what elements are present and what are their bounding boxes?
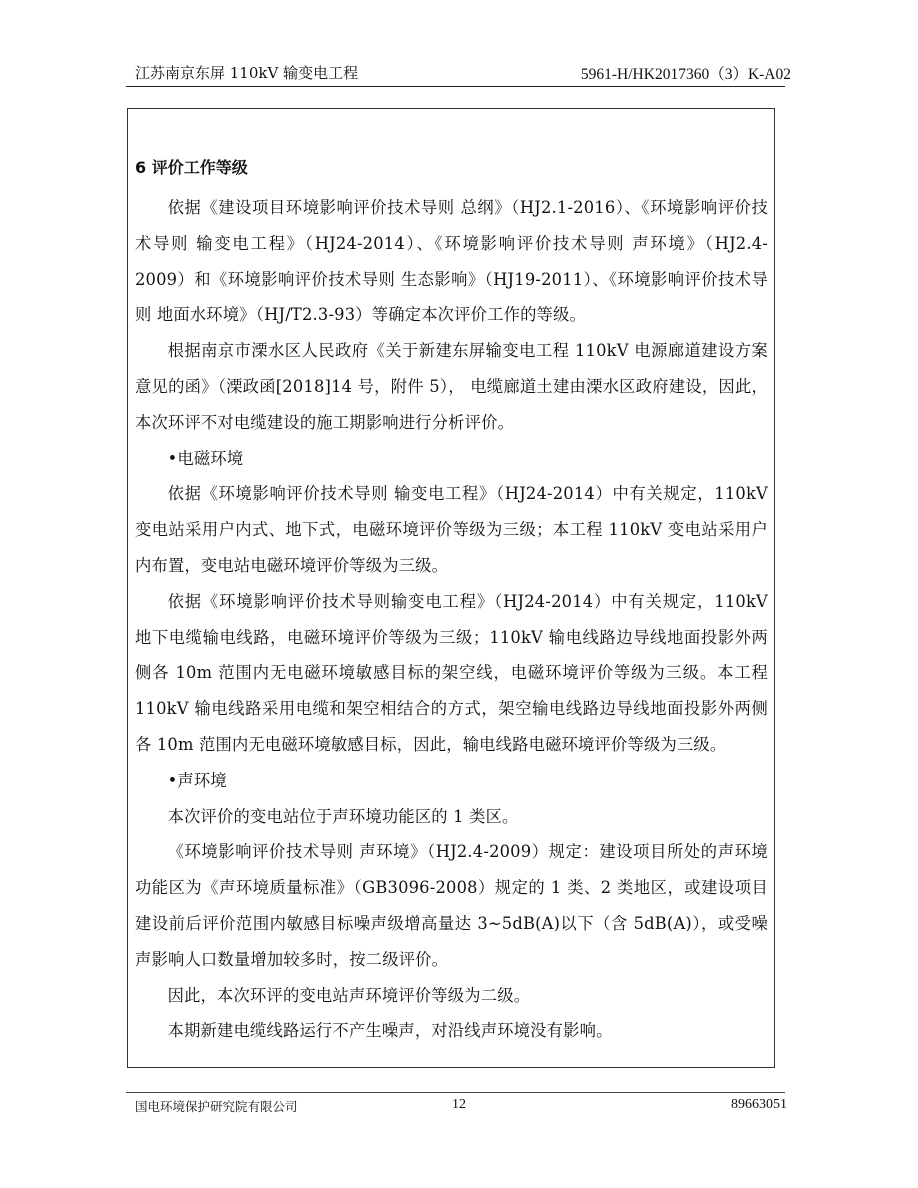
paragraph-cable-noise: 本期新建电缆线路运行不产生噪声，对沿线声环境没有影响。 xyxy=(167,1021,613,1041)
page-header xyxy=(135,62,791,84)
paragraph-cable-corridor: 根据南京市溧水区人民政府《关于新建东屏输变电工程 110kV 电源廊道建设方案意见的函》（溧政函[2018]14 号，附件 5）， 电缆廊道土建由溧水区政府建设，因此，本次环评不对电缆建设的施工期影响进行分析评价。 xyxy=(135,341,768,432)
page-number: 12 xyxy=(452,1097,466,1112)
footer-divider xyxy=(126,1092,785,1093)
paragraph-basis: 依据《建设项目环境影响评价技术导则 总纲》（HJ2.1-2016）、《环境影响评价技术导则 输变电工程》（HJ24-2014）、《环境影响评价技术导则 声环境》（HJ2.4-2009）和《环境影响评价技术导则 生态影响》（HJ19-2011）、《环境影响评价技术导则 地面水环境》（HJ/T2.3-93）等确定本次评价工作的等级。 xyxy=(135,198,768,325)
section-content xyxy=(135,155,768,1049)
paragraph-substation-em: 依据《环境影响评价技术导则 输变电工程》（HJ24-2014）中有关规定，110kV 变电站采用户内式、地下式，电磁环境评价等级为三级；本工程 110kV 变电站采用户内布置，变电站电磁环境评价等级为三级。 xyxy=(135,484,768,575)
header-project-title: 江苏南京东屏 110kV 输变电工程 xyxy=(135,64,359,82)
header-divider xyxy=(126,86,785,87)
paragraph-acoustic-rule: 《环境影响评价技术导则 声环境》（HJ2.4-2009）规定：建设项目所处的声环境功能区为《声环境质量标准》（GB3096-2008）规定的 1 类、2 类地区，或建设项目建设前后评价范围内敏感目标噪声级增高量达 3~5dB(A)以下（含 5dB(A)），或受噪声影响人口数量增加较多时，按二级评价。 xyxy=(135,842,768,969)
footer-code: 89663051 xyxy=(731,1097,787,1112)
header-document-number: 5961-H/HK2017360（3）K-A02 xyxy=(580,66,791,83)
paragraph-acoustic-zone: 本次评价的变电站位于声环境功能区的 1 类区。 xyxy=(167,806,519,826)
section-title: 6 评价工作等级 xyxy=(135,158,248,177)
subheading-electromagnetic: •电磁环境 xyxy=(167,448,244,468)
paragraph-line-em: 依据《环境影响评价技术导则输变电工程》（HJ24-2014）中有关规定，110kV 地下电缆输电线路，电磁环境评价等级为三级；110kV 输电线路边导线地面投影外两侧各 10m 范围内无电磁环境敏感目标的架空线，电磁环境评价等级为三级。本工程 110kV 输电线路采用电缆和架空相结合的方式，架空输电线路边导线地面投影外两侧各 10m 范围内无电磁环境敏感目标，因此，输电线路电磁环境评价等级为三级。 xyxy=(135,591,768,754)
paragraph-acoustic-result: 因此，本次环评的变电站声环境评价等级为二级。 xyxy=(167,985,531,1005)
footer-organization: 国电环境保护研究院有限公司 xyxy=(135,1099,298,1114)
page-footer xyxy=(135,1097,787,1117)
subheading-acoustic: •声环境 xyxy=(167,770,227,790)
